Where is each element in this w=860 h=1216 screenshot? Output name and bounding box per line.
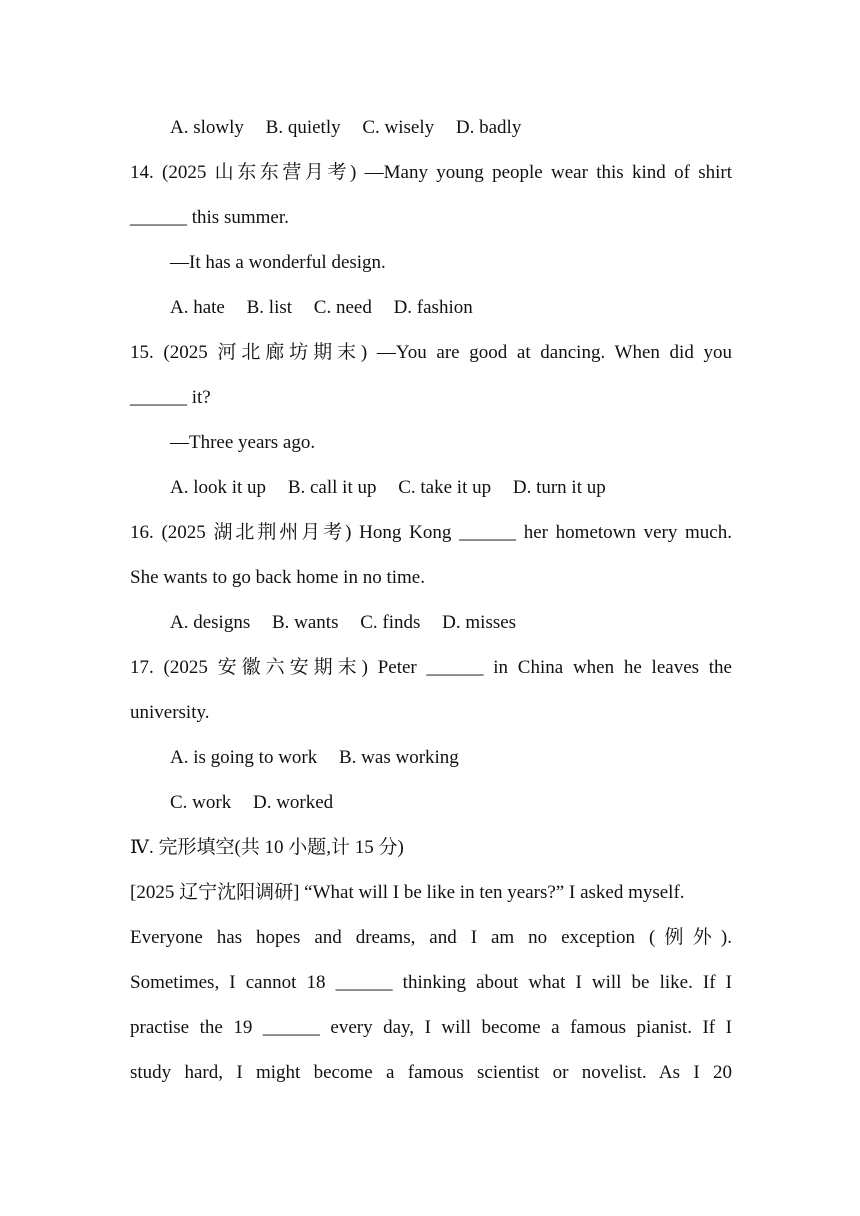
- q14-option-b: B. list: [246, 297, 293, 318]
- q16-option-d: D. misses: [442, 612, 517, 633]
- q15-answer: —Three years ago.: [170, 432, 316, 453]
- q17-option-c: C. work: [170, 792, 232, 813]
- q14-question-line2: ______ this summer.: [130, 207, 289, 228]
- q13-options: [130, 108, 732, 153]
- q15-options: [130, 468, 732, 513]
- q17-option-b: B. was working: [339, 747, 459, 768]
- exam-page: [130, 108, 732, 1098]
- q15-question-line2: ______ it?: [130, 387, 211, 408]
- q14-question-line1: 14. (2025 山东东营月考) —Many young people wear this kind of shirt: [130, 162, 732, 183]
- q15-option-a: A. look it up: [170, 477, 267, 498]
- q16-option-b: B. wants: [271, 612, 339, 633]
- q16-question-line1: 16. (2025 湖北荆州月考) Hong Kong ______ her hometown very much.: [130, 522, 732, 543]
- q13-option-b: B. quietly: [265, 117, 341, 138]
- q13-option-a: A. slowly: [170, 117, 244, 138]
- q14-option-c: C. need: [313, 297, 372, 318]
- q15-option-b: B. call it up: [287, 477, 377, 498]
- q14-answer: —It has a wonderful design.: [170, 252, 386, 273]
- passage-line-2: Everyone has hopes and dreams, and I am no exception (例外).: [130, 927, 732, 948]
- q17-question-line1: 17. (2025 安徽六安期末) Peter ______ in China when he leaves the: [130, 657, 732, 678]
- q15-option-d: D. turn it up: [512, 477, 606, 498]
- section-heading: Ⅳ. 完形填空(共 10 小题,计 15 分): [130, 837, 404, 858]
- q15-option-c: C. take it up: [398, 477, 492, 498]
- q14-option-d: D. fashion: [393, 297, 473, 318]
- q14-option-a: A. hate: [170, 297, 225, 318]
- q16-question-line2: She wants to go back home in no time.: [130, 567, 425, 588]
- q15-question-line1: 15. (2025 河北廊坊期末) —You are good at dancing. When did you: [130, 342, 732, 363]
- q13-option-d: D. badly: [455, 117, 522, 138]
- q17-question-line2: university.: [130, 702, 210, 723]
- q17-options-row2: [130, 783, 732, 828]
- q17-option-a: A. is going to work: [170, 747, 318, 768]
- passage-line-1: [2025 辽宁沈阳调研] “What will I be like in ten years?” I asked myself.: [130, 882, 685, 903]
- passage-line-4: practise the 19 ______ every day, I will become a famous pianist. If I: [130, 1017, 732, 1038]
- q16-option-a: A. designs: [170, 612, 251, 633]
- q13-option-c: C. wisely: [362, 117, 435, 138]
- q14-options: [130, 288, 732, 333]
- q16-option-c: C. finds: [360, 612, 421, 633]
- passage-line-5: study hard, I might become a famous scientist or novelist. As I 20: [130, 1062, 732, 1083]
- passage-line-3: Sometimes, I cannot 18 ______ thinking about what I will be like. If I: [130, 972, 732, 993]
- q17-options-row1: [130, 738, 732, 783]
- q17-option-d: D. worked: [252, 792, 334, 813]
- q16-options: [130, 603, 732, 648]
